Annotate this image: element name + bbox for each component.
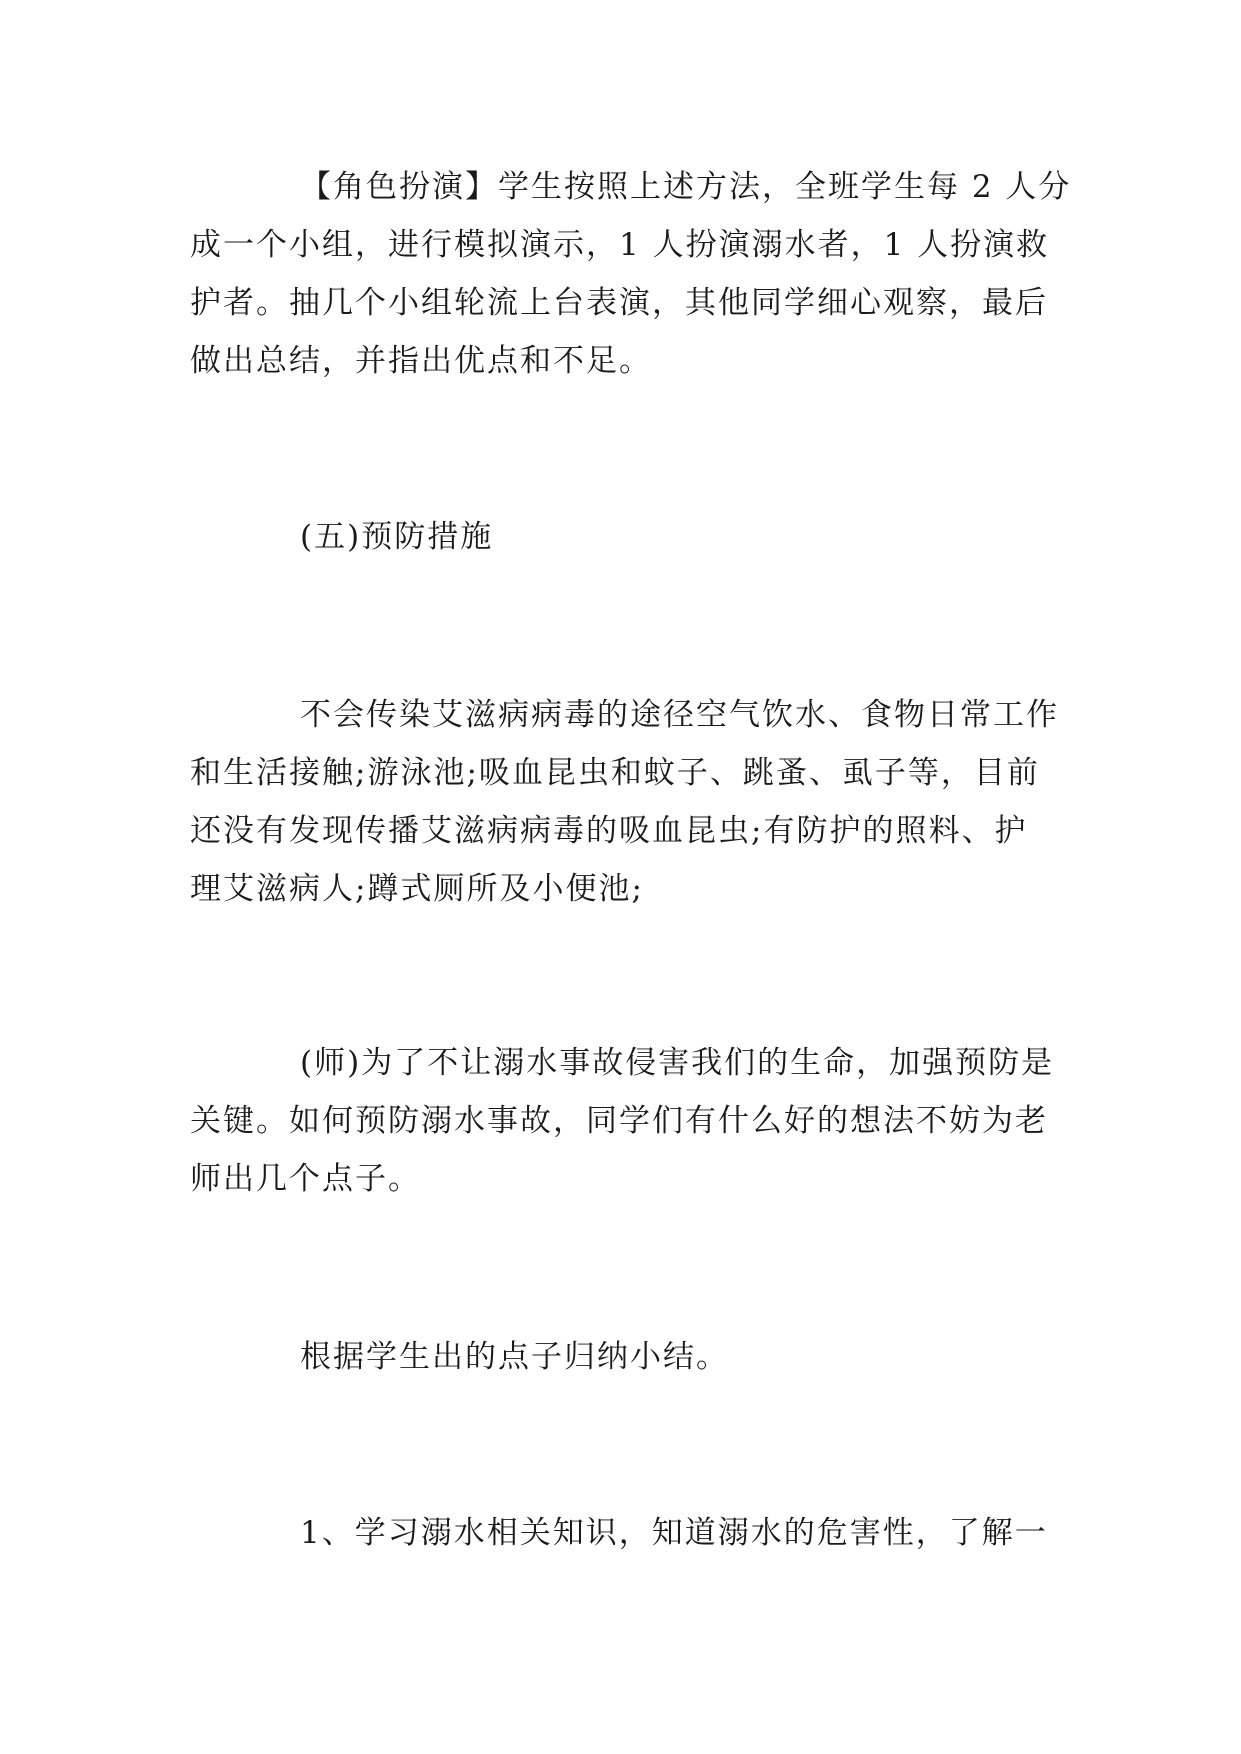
- paragraph-line: 根据学生出的点子归纳小结。: [300, 1339, 729, 1375]
- paragraph-teacher-prompt: [190, 1034, 1060, 1208]
- paragraph-line: 做出总结，并指出优点和不足。: [190, 343, 652, 379]
- paragraph-aids-transmission: [190, 686, 1060, 918]
- paragraph-line: 理艾滋病人;蹲式厕所及小便池;: [190, 871, 644, 907]
- section-heading-prevention: [190, 508, 1060, 566]
- paragraph-list-item-1: [190, 1504, 1060, 1562]
- paragraph-line: 护者。抽几个小组轮流上台表演，其他同学细心观察，最后: [190, 285, 1048, 321]
- paragraph-line: 师出几个点子。: [190, 1161, 421, 1197]
- paragraph-line: (师)为了不让溺水事故侵害我们的生命，加强预防是: [300, 1045, 1055, 1081]
- paragraph-line: 【角色扮演】学生按照上述方法，全班学生每 2 人分: [300, 169, 1072, 205]
- paragraph-role-play: [190, 158, 1072, 390]
- paragraph-line: 和生活接触;游泳池;吸血昆虫和蚊子、跳蚤、虱子等，目前: [190, 755, 1040, 791]
- paragraph-line: 成一个小组，进行模拟演示，1 人扮演溺水者，1 人扮演救: [190, 227, 1050, 263]
- paragraph-line: 1、学习溺水相关知识，知道溺水的危害性，了解一: [300, 1515, 1048, 1551]
- heading-text: (五)预防措施: [300, 519, 494, 555]
- paragraph-line: 关键。如何预防溺水事故，同学们有什么好的想法不妨为老: [190, 1103, 1048, 1139]
- paragraph-line: 不会传染艾滋病病毒的途径空气饮水、食物日常工作: [300, 697, 1059, 733]
- paragraph-line: 还没有发现传播艾滋病病毒的吸血昆虫;有防护的照料、护: [190, 813, 1028, 849]
- paragraph-summary: [190, 1328, 1060, 1386]
